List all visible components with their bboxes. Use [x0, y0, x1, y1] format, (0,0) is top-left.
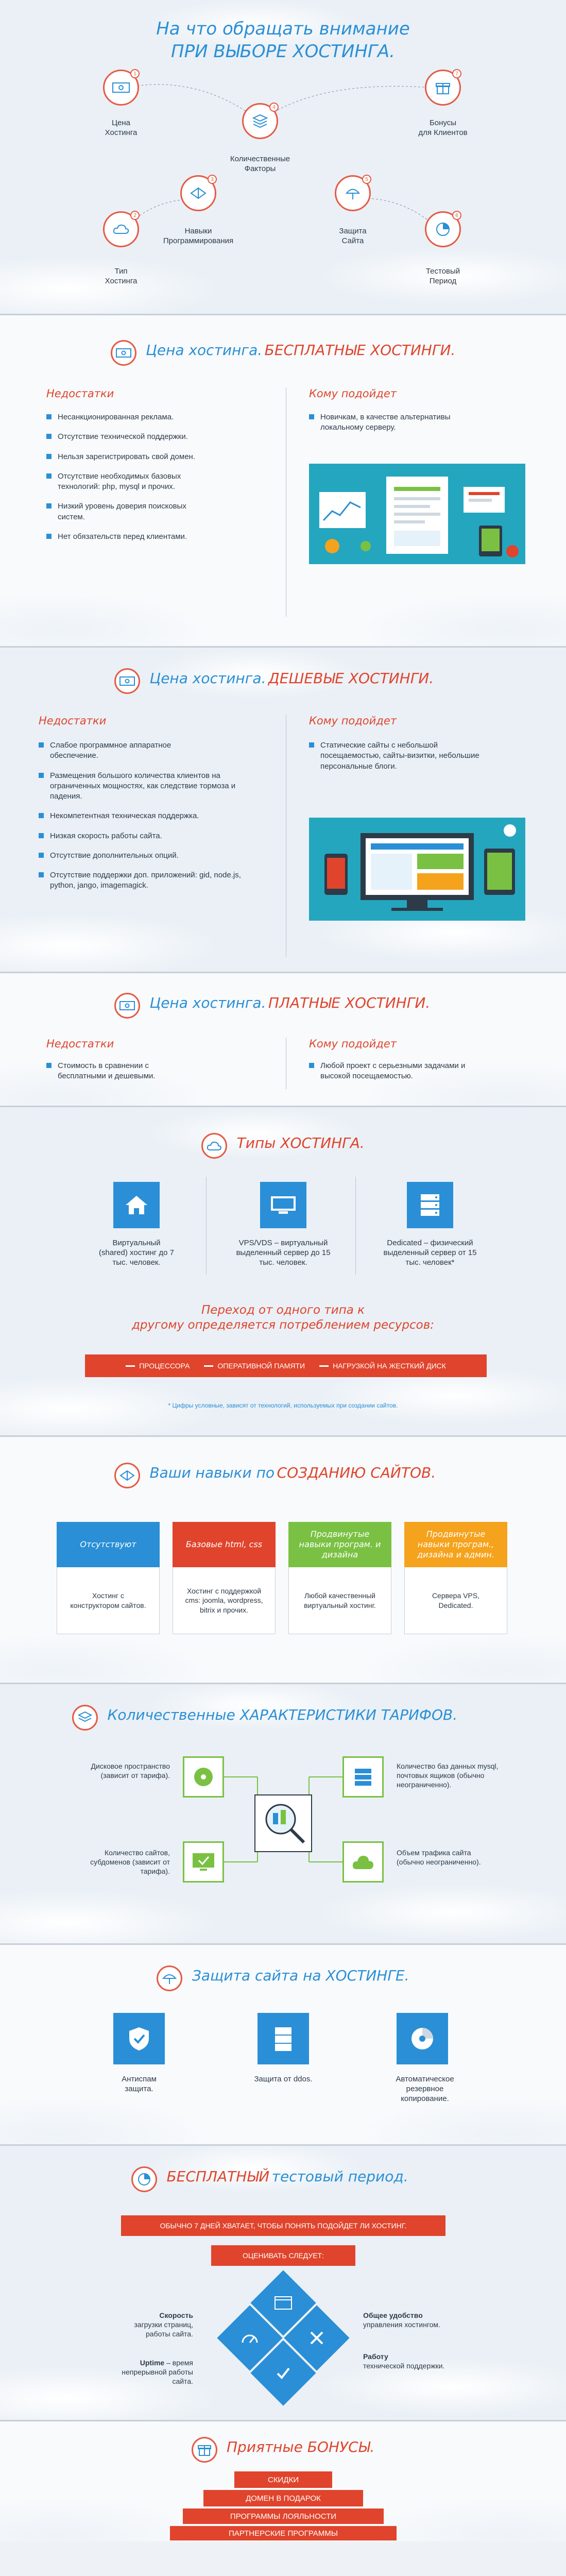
price-label: Цена Хостинга: [105, 118, 138, 137]
cheap-cons-list: [39, 740, 265, 901]
ddos-text: Защита от ddos.: [254, 2075, 313, 2083]
overview-section: [0, 0, 566, 315]
paid-hosting-header: [0, 993, 566, 1019]
cheap-cons-heading: Недостатки: [39, 715, 107, 727]
tariffs-section: [0, 1684, 566, 1945]
cheap-hosting-section: [0, 648, 566, 973]
list-item: Низкий уровень доверия поисковых систем.: [46, 501, 191, 522]
list-item: Несанкционированная реклама.: [46, 412, 263, 422]
card-body: Хостинг с конструктором сайтов.: [57, 1567, 160, 1634]
list-item: Размещения большого количества клиентов на ограниченных мощностях, как следствие тормоза и падения.: [39, 771, 250, 802]
dedicated-hosting-icon: [407, 1182, 453, 1228]
list-item: Отсутствие необходимых базовых технологий: php, mysql и прочих.: [46, 471, 221, 493]
protection-title: Защита сайта на ХОСТИНГЕ.: [192, 1967, 409, 1985]
resource-disk: НАГРУЗКОЙ НА ЖЕСТКИЙ ДИСК: [319, 1362, 446, 1370]
card-body: Хостинг с поддержкой cms: joomla, wordpress, bitrix и прочих.: [173, 1567, 276, 1634]
item-number: 3: [208, 175, 217, 184]
test-icon: [425, 211, 461, 247]
paid-pros-list: [309, 1061, 500, 1091]
paid-title-a: Цена хостинга.: [149, 994, 266, 1012]
free-cons-list: [46, 412, 263, 551]
list-item: Любой проект с серьезными задачами и высокой посещаемостью.: [309, 1061, 479, 1082]
types-divider-1: [206, 1177, 207, 1275]
overview-title-line2: ПРИ ВЫБОРЕ ХОСТИНГА.: [171, 41, 395, 62]
bonus-label: Бонусы для Клиентов: [418, 118, 468, 137]
paid-hosting-section: [0, 973, 566, 1107]
umbrella-icon: [157, 1965, 182, 1991]
quantity-icon: [242, 103, 278, 139]
antispam-icon: [113, 2013, 165, 2064]
test-title-a: БЕСПЛАТНЫЙ: [166, 2168, 270, 2185]
cheap-pros-heading: Кому подойдет: [309, 715, 397, 727]
protection-icon: [335, 175, 371, 211]
skills-icon: [114, 1463, 140, 1488]
resource-cpu: ПРОЦЕССОРА: [126, 1362, 190, 1370]
test-title-b: тестовый период.: [271, 2168, 408, 2185]
bonus-icon: [425, 70, 461, 106]
database-text: Количество баз данных mysql, почтовых ящиков (обычно неограниченно).: [397, 1762, 499, 1789]
item-number: 7: [452, 69, 461, 78]
speed-text: [111, 2311, 193, 2339]
list-item: Статические сайты с небольшой посещаемостью, сайты-визитки, небольшие персональные блоги.: [309, 740, 500, 772]
uptime-desc: – время непрерывной работы сайта.: [122, 2359, 193, 2386]
list-item: Слабое программное аппаратное обеспечение.: [39, 740, 173, 761]
traffic-icon: [342, 1841, 384, 1883]
usability-desc: управления хостингом.: [363, 2320, 440, 2329]
card-head: Базовые html, css: [173, 1522, 276, 1567]
shared-hosting-text: Виртуальный (shared) хостинг до 7 тыс. человек.: [99, 1239, 174, 1267]
cheap-title-a: Цена хостинга.: [149, 670, 266, 687]
overview-title-line1: На что обращать внимание: [156, 19, 410, 39]
item-number: 2: [130, 211, 140, 220]
skills-label: Навыки Программирования: [163, 227, 234, 245]
traffic-text: Объем трафика сайта (обычно неограниченно).: [397, 1849, 481, 1867]
vps-hosting-icon: [260, 1182, 306, 1228]
bonus-loyalty: ПРОГРАММЫ ЛОЯЛЬНОСТИ: [183, 2509, 384, 2524]
dedicated-hosting-text: Dedicated – физический выделенный сервер от 15 тыс. человек*: [383, 1239, 477, 1267]
cloud-icon: [201, 1133, 227, 1159]
free-price-icon: [111, 340, 136, 366]
free-hosting-header: [0, 340, 566, 366]
free-cons-heading: Недостатки: [46, 387, 114, 400]
vps-hosting-text: VPS/VDS – виртуальный выделенный сервер до 15 тыс. человек.: [236, 1239, 331, 1267]
item-number: 5: [362, 175, 371, 184]
list-item: Отсутствие дополнительных опций.: [39, 851, 265, 861]
free-title-a: Цена хостинга.: [146, 342, 263, 359]
speed-bold: Скорость: [159, 2311, 193, 2319]
evaluate-diamonds: [206, 2275, 361, 2409]
list-item: Отсутствие поддержки доп. приложений: gid, node.js, python, jango, imagemagick.: [39, 870, 260, 891]
item-number: 6: [452, 211, 461, 220]
bonus-discounts: СКИДКИ: [234, 2471, 332, 2488]
disk-space-text: Дисковое пространство (зависит от тарифа).: [91, 1762, 170, 1780]
test-period-section: [0, 2146, 566, 2421]
skills-title-a: Ваши навыки по: [149, 1464, 275, 1482]
skills-icon: [180, 175, 216, 211]
bonuses-section: [0, 2421, 566, 2541]
bonuses-header: [0, 2437, 566, 2463]
cheap-hosting-illustration: [309, 818, 525, 921]
uptime-bold: Uptime: [140, 2359, 165, 2367]
usability-text: [363, 2311, 451, 2329]
skills-section: [0, 1437, 566, 1684]
card-head: Продвинутые навыки програм., дизайна и админ.: [404, 1522, 507, 1567]
sites-text: Количество сайтов, субдоменов (зависит от тарифа).: [90, 1849, 170, 1876]
protection-header: [0, 1965, 566, 1991]
item-number: 4: [269, 103, 279, 112]
paid-price-icon: [114, 993, 140, 1019]
tariffs-title: Количественные ХАРАКТЕРИСТИКИ ТАРИФОВ.: [107, 1706, 458, 1724]
free-pros-list: [309, 412, 479, 443]
backup-text: Автоматическое резервное копирование.: [396, 2075, 454, 2103]
transition-line1: Переход от одного типа к: [201, 1303, 365, 1317]
protection-section: [0, 1945, 566, 2146]
cheap-pros-list: [309, 740, 525, 781]
card-head: Отсутствуют: [57, 1522, 160, 1567]
skill-card-none: [57, 1522, 160, 1634]
support-text: [363, 2352, 451, 2370]
skills-title-b: СОЗДАНИЮ САЙТОВ.: [277, 1464, 436, 1482]
disk-space-icon: [183, 1756, 224, 1798]
skill-card-advanced: [288, 1522, 391, 1634]
speed-desc: загрузки страниц, работы сайта.: [134, 2320, 193, 2338]
antispam-text: Антиспам защита.: [122, 2075, 157, 2093]
resources-bar: [85, 1354, 487, 1377]
skill-card-basic: [173, 1522, 276, 1634]
bonus-domain: ДОМЕН В ПОДАРОК: [203, 2490, 363, 2506]
type-label: Тип Хостинга: [105, 267, 138, 285]
protection-label: Защита Сайта: [339, 227, 367, 245]
transition-line2: другому определяется потреблением ресурсов:: [131, 1318, 435, 1332]
list-item: Нельзя зарегистрировать свой домен.: [46, 452, 263, 462]
types-divider-2: [355, 1177, 356, 1275]
free-hosting-illustration: [309, 464, 525, 564]
list-item: Отсутствие технической поддержки.: [46, 432, 263, 442]
uptime-text: [111, 2358, 193, 2386]
list-item: Низкая скорость работы сайта.: [39, 831, 265, 841]
skills-header: [0, 1463, 566, 1488]
card-body: Любой качественный виртуальный хостинг.: [288, 1567, 391, 1634]
paid-pros-heading: Кому подойдет: [309, 1038, 397, 1050]
gift-icon: [192, 2437, 217, 2463]
free-pros-heading: Кому подойдет: [309, 387, 397, 400]
free-hosting-section: [0, 315, 566, 648]
backup-icon: [397, 2013, 448, 2064]
transition-text: [0, 1303, 566, 1333]
paid-title-b: ПЛАТНЫЕ ХОСТИНГИ.: [268, 994, 431, 1012]
support-bold: Работу: [363, 2352, 388, 2361]
tariffs-diagram-lines: [0, 1684, 566, 1945]
cheap-title-b: ДЕШЕВЫЕ ХОСТИНГИ.: [268, 670, 434, 687]
usability-bold: Общее удобство: [363, 2311, 423, 2319]
types-header: [0, 1133, 566, 1159]
resource-ram: ОПЕРАТИВНОЙ ПАМЯТИ: [204, 1362, 305, 1370]
list-item: Новичкам, в качестве альтернативы локальному серверу.: [309, 412, 479, 433]
type-icon: [103, 211, 139, 247]
bonuses-title: Приятные БОНУСЫ.: [227, 2438, 375, 2456]
test-period-header: [0, 2166, 566, 2192]
quantity-label: Количественные Факторы: [230, 155, 290, 173]
hosting-types-section: [0, 1107, 566, 1437]
evaluate-bar: ОЦЕНИВАТЬ СЛЕДУЕТ:: [211, 2245, 355, 2266]
test-label: Тестовый Период: [425, 267, 460, 285]
item-number: 1: [130, 69, 140, 78]
uptime-icon: [260, 2350, 306, 2396]
support-desc: технической поддержки.: [363, 2362, 445, 2370]
types-footnote: * Цифры условные, зависят от технологий, используемых при создании сайтов.: [168, 1402, 398, 1409]
clock-icon: [131, 2166, 157, 2192]
sites-icon: [183, 1841, 224, 1883]
list-item: Стоимость в сравнении с бесплатными и дешевыми.: [46, 1061, 196, 1082]
cheap-hosting-header: [0, 668, 566, 694]
skill-card-expert: [404, 1522, 507, 1634]
bonus-partner: ПАРТНЕРСКИЕ ПРОГРАММЫ: [170, 2526, 397, 2540]
card-head: Продвинутые навыки програм. и дизайна: [288, 1522, 391, 1567]
ddos-icon: [258, 2013, 309, 2064]
cheap-price-icon: [114, 668, 140, 694]
list-item: Некомпетентная техническая поддержка.: [39, 811, 265, 821]
paid-cons-heading: Недостатки: [46, 1038, 114, 1050]
free-title-b: БЕСПЛАТНЫЕ ХОСТИНГИ.: [264, 342, 456, 359]
card-body: Сервера VPS, Dedicated.: [404, 1567, 507, 1634]
types-title: Типы ХОСТИНГА.: [236, 1134, 365, 1152]
paid-cons-list: [46, 1061, 216, 1091]
list-item: Нет обязательств перед клиентами.: [46, 532, 263, 542]
database-icon: [342, 1756, 384, 1798]
shared-hosting-icon: [113, 1182, 160, 1228]
price-icon: [103, 70, 139, 106]
test-note-bar: ОБЫЧНО 7 ДНЕЙ ХВАТАЕТ, ЧТОБЫ ПОНЯТЬ ПОДОЙДЕТ ЛИ ХОСТИНГ.: [121, 2215, 445, 2236]
